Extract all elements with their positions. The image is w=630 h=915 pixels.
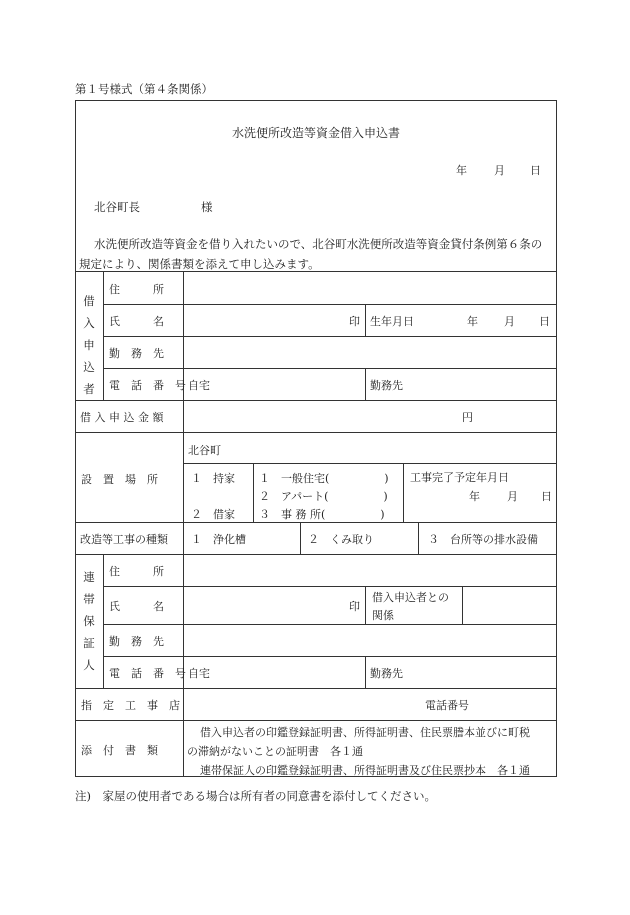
applicant-home-phone: 自宅 bbox=[188, 379, 210, 392]
guarantor-phone-label: 電 話 番 号 bbox=[109, 667, 186, 680]
row-divider bbox=[75, 720, 557, 721]
loan-amount-unit: 円 bbox=[462, 411, 473, 424]
completion-month: 月 bbox=[507, 490, 518, 503]
completion-day: 日 bbox=[541, 490, 552, 503]
col-divider bbox=[365, 656, 366, 688]
addressee-mayor: 北谷町長 bbox=[94, 200, 140, 214]
col-divider bbox=[365, 368, 366, 400]
guarantor-home-phone: 自宅 bbox=[188, 667, 210, 680]
intro-text: 水洗便所改造等資金を借り入れたいので、北谷町水洗便所改造等資金貸付条例第６条の bbox=[94, 237, 543, 251]
guarantor-group-label: 連帯保証人 bbox=[83, 570, 95, 672]
applicant-work-label: 勤 務 先 bbox=[109, 347, 164, 360]
form-number: 第１号様式（第４条関係） bbox=[75, 82, 213, 96]
applicant-address-label: 住 所 bbox=[109, 283, 164, 296]
work-type-drainage[interactable]: ３ 台所等の排水設備 bbox=[428, 533, 538, 546]
completion-year: 年 bbox=[469, 490, 480, 503]
col-divider bbox=[418, 522, 419, 554]
loan-amount-field[interactable] bbox=[184, 401, 556, 431]
applicant-phone-label: 電 話 番 号 bbox=[109, 379, 186, 392]
applicant-address-field[interactable] bbox=[184, 272, 556, 303]
guarantor-office-phone: 勤務先 bbox=[370, 667, 403, 680]
location-option-office[interactable]: ３ 事 務 所( ) bbox=[259, 508, 385, 521]
attachments-label: 添 付 書 類 bbox=[81, 744, 158, 757]
form-title: 水洗便所改造等資金借入申込書 bbox=[231, 126, 400, 140]
col-divider bbox=[253, 463, 254, 522]
date-day: 日 bbox=[530, 164, 541, 177]
guarantor-address-field[interactable] bbox=[184, 555, 556, 585]
row-divider bbox=[103, 656, 557, 657]
applicant-name-label: 氏 名 bbox=[109, 315, 164, 328]
date-year: 年 bbox=[456, 164, 467, 177]
applicant-birth-month: 月 bbox=[504, 315, 515, 328]
applicant-birth-year: 年 bbox=[467, 315, 478, 328]
location-label: 設 置 場 所 bbox=[81, 473, 158, 486]
attachments-text: の滞納がないことの証明書 各１通 bbox=[187, 745, 363, 758]
date-month: 月 bbox=[494, 164, 505, 177]
applicant-birth-label: 生年月日 bbox=[370, 315, 414, 328]
attachments-text: 借入申込者の印鑑登録証明書、所得証明書、住民票謄本並びに町税 bbox=[200, 726, 530, 739]
guarantor-work-field[interactable] bbox=[184, 625, 556, 655]
guarantor-relation-field[interactable] bbox=[463, 587, 556, 623]
guarantor-seal: 印 bbox=[349, 600, 360, 613]
applicant-office-phone: 勤務先 bbox=[370, 379, 403, 392]
location-own[interactable]: １ 持家 bbox=[191, 472, 235, 485]
location-option-apartment[interactable]: ２ アパート( ) bbox=[259, 490, 388, 503]
intro-text: 規定により、関係書類を添えて申し込みます。 bbox=[79, 257, 320, 271]
contractor-field[interactable] bbox=[184, 689, 556, 719]
attachments-text: 連帯保証人の印鑑登録証明書、所得証明書及び住民票抄本 各１通 bbox=[200, 764, 530, 777]
contractor-phone-label: 電話番号 bbox=[425, 699, 469, 712]
col-divider bbox=[365, 586, 366, 624]
addressee-sama: 様 bbox=[201, 200, 213, 214]
contractor-label: 指 定 工 事 店 bbox=[81, 699, 180, 712]
completion-date-label: 工事完了予定年月日 bbox=[410, 471, 509, 484]
guarantor-address-label: 住 所 bbox=[109, 565, 164, 578]
loan-amount-label: 借 入 申 込 金 額 bbox=[80, 411, 164, 424]
col-divider bbox=[403, 463, 404, 522]
guarantor-name-field[interactable] bbox=[184, 587, 364, 623]
applicant-name-field[interactable] bbox=[184, 305, 364, 335]
row-divider bbox=[183, 463, 557, 464]
col-divider bbox=[365, 304, 366, 336]
row-divider bbox=[103, 368, 557, 369]
location-option-house[interactable]: １ 一般住宅( ) bbox=[259, 472, 389, 485]
footnote: 注) 家屋の使用者である場合は所有者の同意書を添付してください。 bbox=[75, 789, 436, 803]
applicant-seal: 印 bbox=[349, 315, 360, 328]
guarantor-work-label: 勤 務 先 bbox=[109, 635, 164, 648]
location-rent[interactable]: ２ 借家 bbox=[191, 508, 235, 521]
location-town: 北谷町 bbox=[188, 444, 221, 457]
guarantor-relation-label: 関係 bbox=[372, 609, 394, 622]
work-type-label: 改造等工事の種類 bbox=[80, 533, 168, 546]
applicant-birth-day: 日 bbox=[539, 315, 550, 328]
applicant-group-label: 借入申込者 bbox=[83, 294, 95, 396]
work-type-septic[interactable]: １ 浄化槽 bbox=[191, 533, 246, 546]
row-divider bbox=[75, 432, 557, 433]
row-divider bbox=[75, 522, 557, 523]
work-type-pumpout[interactable]: ２ くみ取り bbox=[308, 533, 374, 546]
applicant-work-field[interactable] bbox=[184, 337, 556, 367]
col-divider bbox=[300, 522, 301, 554]
col-divider bbox=[103, 554, 104, 688]
col-divider bbox=[103, 271, 104, 400]
guarantor-name-label: 氏 名 bbox=[109, 600, 164, 613]
guarantor-relation-label: 借入申込者との bbox=[372, 591, 449, 604]
